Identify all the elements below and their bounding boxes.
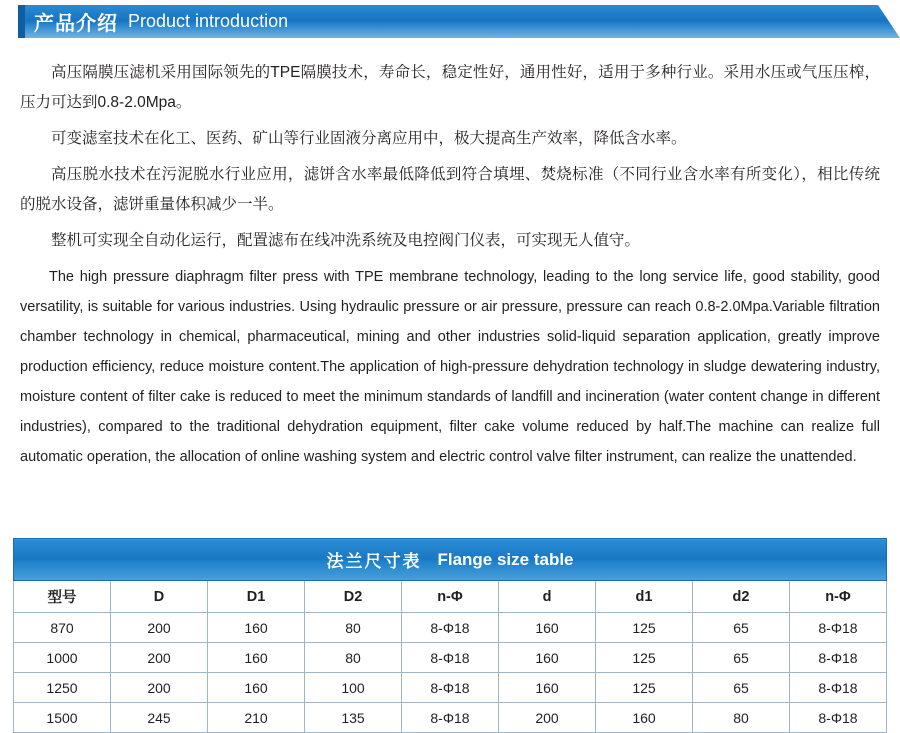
- cell-3-0: 1500: [14, 703, 111, 733]
- cell-3-7: 80: [693, 703, 790, 733]
- cell-1-1: 200: [111, 643, 208, 673]
- cell-2-4: 8-Φ18: [402, 673, 499, 703]
- cell-1-8: 8-Φ18: [790, 643, 887, 673]
- table-row: [14, 673, 887, 703]
- cell-0-5: 160: [499, 613, 596, 643]
- flange-table-body: [14, 539, 887, 733]
- cell-1-4: 8-Φ18: [402, 643, 499, 673]
- cell-2-2: 160: [208, 673, 305, 703]
- paragraph-cn-1: 高压隔膜压滤机采用国际领先的TPE隔膜技术，寿命长，稳定性好，通用性好，适用于多种行业。采用水压或气压压榨，压力可达到0.8-2.0Mpa。: [20, 64, 880, 111]
- cell-3-4: 8-Φ18: [402, 703, 499, 733]
- table-title-cn: 法兰尺寸表: [326, 552, 422, 571]
- cell-3-2: 210: [208, 703, 305, 733]
- cell-0-1: 200: [111, 613, 208, 643]
- cell-1-6: 125: [596, 643, 693, 673]
- cell-0-6: 125: [596, 613, 693, 643]
- cell-1-2: 160: [208, 643, 305, 673]
- column-header-0: 型号: [14, 581, 111, 613]
- table-row: [14, 643, 887, 673]
- cell-1-0: 1000: [14, 643, 111, 673]
- page-title-cn: 产品介绍: [34, 13, 118, 35]
- section-header: [0, 0, 900, 44]
- cell-3-1: 245: [111, 703, 208, 733]
- table-row: [14, 703, 887, 733]
- table-header-row: [14, 581, 887, 613]
- table-title-inner: [14, 547, 886, 572]
- header-accent-bar: [18, 5, 25, 38]
- cell-2-7: 65: [693, 673, 790, 703]
- cell-0-4: 8-Φ18: [402, 613, 499, 643]
- flange-size-table: [13, 538, 887, 733]
- paragraph-cn-3: 高压脱水技术在污泥脱水行业应用，滤饼含水率最低降低到符合填埋、焚烧标准（不同行业含水率有所变化），相比传统的脱水设备，滤饼重量体积减少一半。: [20, 166, 880, 213]
- content-body: [0, 44, 900, 472]
- cell-2-8: 8-Φ18: [790, 673, 887, 703]
- header-title-group: [34, 6, 288, 37]
- cell-3-8: 8-Φ18: [790, 703, 887, 733]
- paragraph-en: The high pressure diaphragm filter press with TPE membrane technology, leading to the long service life, good stability, good versatility, is suitable for various industries. Using hydraulic pressure or air pressure, pressure can reach 0.8-2.0Mpa.Variable filtration chamber technology in chemical, pharmaceutical, mining and other industries solid-liquid separation application, greatly improve production efficiency, reduce moisture content.The application of high-pressure dehydration technology in sludge dewatering industry, moisture content of filter cake is reduced to meet the minimum standards of landfill and incineration (water content change in different industries), compared to the traditional dehydration equipment, filter cake volume reduced by half.The machine can realize full automatic operation, the allocation of online washing system and electric control valve filter instrument, can realize the unattended.: [20, 269, 880, 465]
- column-header-2: D1: [208, 581, 305, 613]
- cell-0-7: 65: [693, 613, 790, 643]
- paragraph-cn-4: 整机可实现全自动化运行，配置滤布在线冲洗系统及电控阀门仪表，可实现无人值守。: [51, 232, 641, 249]
- column-header-8: n-Φ: [790, 581, 887, 613]
- table-title-en: Flange size table: [437, 549, 574, 569]
- cell-2-3: 100: [305, 673, 402, 703]
- page-title-en: Product introduction: [128, 11, 289, 31]
- column-header-5: d: [499, 581, 596, 613]
- cell-0-3: 80: [305, 613, 402, 643]
- cell-2-6: 125: [596, 673, 693, 703]
- cell-3-3: 135: [305, 703, 402, 733]
- table-title-cell: [14, 539, 887, 581]
- cell-0-8: 8-Φ18: [790, 613, 887, 643]
- cell-2-5: 160: [499, 673, 596, 703]
- column-header-1: D: [111, 581, 208, 613]
- cell-2-0: 1250: [14, 673, 111, 703]
- table-row: [14, 613, 887, 643]
- cell-0-2: 160: [208, 613, 305, 643]
- cell-1-5: 160: [499, 643, 596, 673]
- cell-3-6: 160: [596, 703, 693, 733]
- cell-0-0: 870: [14, 613, 111, 643]
- paragraph-cn-2: 可变滤室技术在化工、医药、矿山等行业固液分离应用中，极大提高生产效率，降低含水率。: [51, 130, 687, 147]
- cell-2-1: 200: [111, 673, 208, 703]
- cell-1-7: 65: [693, 643, 790, 673]
- table-title-row: [14, 539, 887, 581]
- cell-3-5: 200: [499, 703, 596, 733]
- column-header-3: D2: [305, 581, 402, 613]
- column-header-6: d1: [596, 581, 693, 613]
- column-header-4: n-Φ: [402, 581, 499, 613]
- column-header-7: d2: [693, 581, 790, 613]
- flange-size-table-wrapper: [13, 538, 887, 733]
- cell-1-3: 80: [305, 643, 402, 673]
